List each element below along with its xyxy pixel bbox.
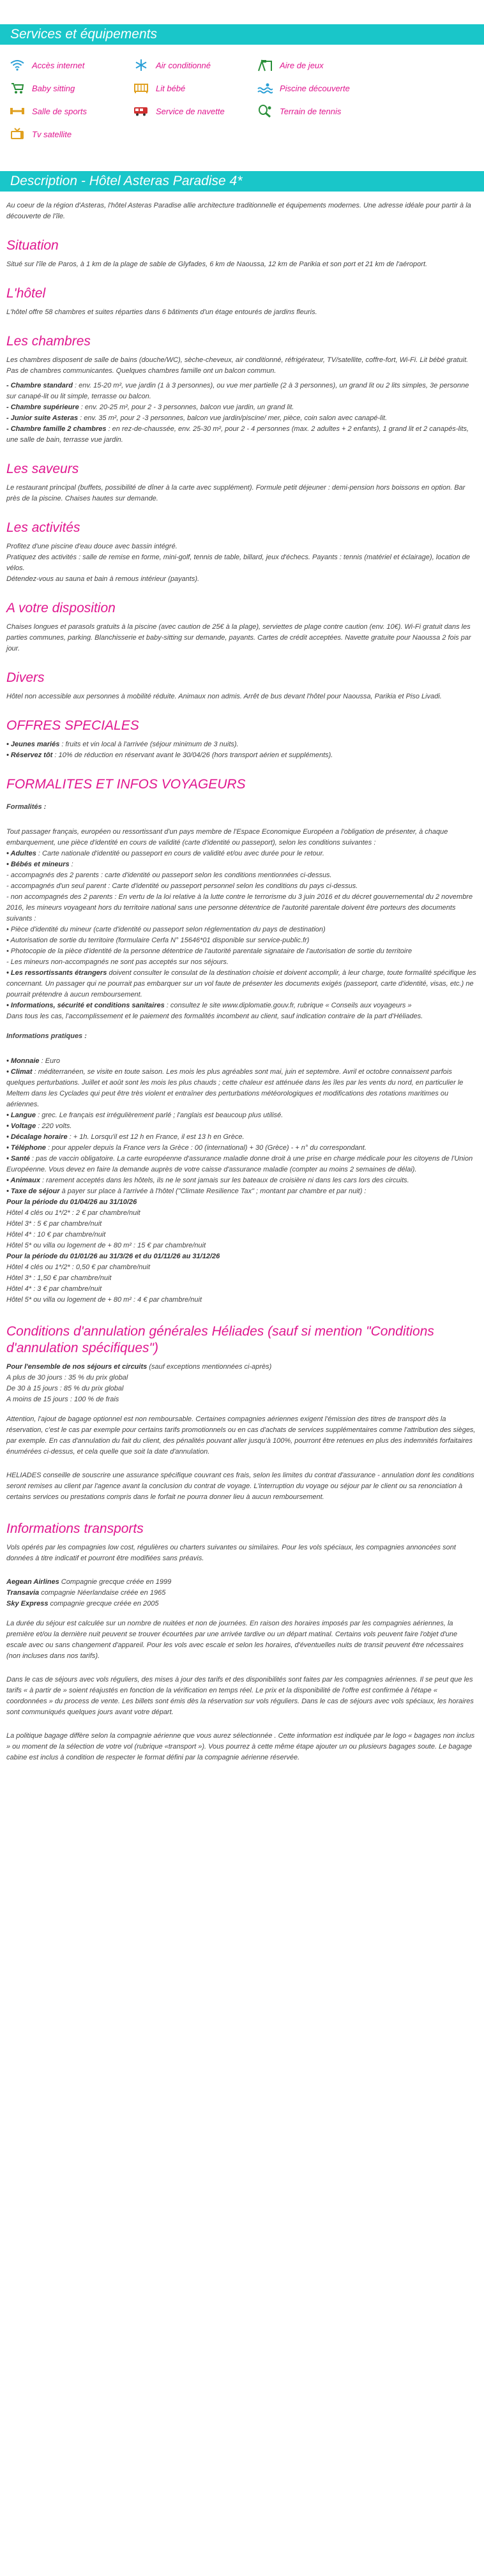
tennis-icon bbox=[257, 104, 273, 118]
airline-line: Sky Express compagnie grecque créée en 2005 bbox=[6, 1600, 159, 1608]
misc-text: Hôtel non accessible aux personnes à mobilité réduite. Animaux non admis. Arrêt de bus devant l'hôtel pour Naoussa, Parikia et Piso Livadi. bbox=[6, 693, 442, 700]
facility-label: Air conditionné bbox=[156, 60, 211, 70]
practical-line: • Téléphone : pour appeler depuis la France vers la Grèce : 00 (international) + 30 (Grèce) - + n° du correspondant. bbox=[6, 1144, 367, 1152]
transport-duration-text: La durée du séjour est calculée sur un nombre de nuitées et non de journées. En raison des horaires imposés par les compagnies aériennes, la première et/ou la dernière nuit peuvent se trouver écourtées par une arrivée tardive ou un départ matinal. Certains vols peuvent faire l'objet d'une escale avec ou sans changement d'appareil. Pour les vols avec escale et selon les horaires, d'éventuelles nuits de transit peuvent être nécessaires (non incluses dans nos tarifs). bbox=[6, 1620, 464, 1660]
facility-internet bbox=[9, 56, 133, 74]
practical-line: • Langue : grec. Le français est irrégulièrement parlé ; l'anglais est beaucoup plus utilisé. bbox=[6, 1111, 284, 1119]
offer-line: • Réservez tôt : 10% de réduction en réservant avant le 30/04/26 (hors transport aérien et suppléments). bbox=[6, 751, 333, 759]
facility-pool bbox=[257, 79, 381, 97]
situation-heading: Situation bbox=[6, 238, 59, 253]
formality-line: • Bébés et mineurs : bbox=[6, 861, 73, 868]
practical-subtitle: Informations pratiques : bbox=[6, 1032, 87, 1040]
facility-babysitting bbox=[9, 79, 133, 97]
airline-list bbox=[6, 1577, 478, 1609]
formality-line: • Photocopie de la pièce d'identité de la personne détentrice de l'autorité parentale signataire de l'autorisation de sortie du territoire bbox=[6, 947, 412, 955]
formalities-list bbox=[6, 848, 478, 1022]
cancellation-insurance-text: HELIADES conseille de souscrire une assurance spécifique couvrant ces frais, selon les limites du contrat d'assurance - annulation dont les conditions seront remises au client par l'agence avant la conclusion du contrat de voyage. L'interruption du voyage ou séjour par le client ou sa renonciation à certains services ou prestations compris dans le forfait ne pourra donner lieu à aucun remboursement. bbox=[6, 1472, 474, 1501]
crib-icon bbox=[133, 81, 149, 95]
formalities-intro: Tout passager français, européen ou ressortissant d'un pays membre de l'Espace Economique Européen a l'obligation de présenter, à chaque embarquement, une pièce d'identité en cours de validité (carte d'identité ou passeport), selon les conditions suivantes : bbox=[6, 828, 448, 847]
snowflake-icon bbox=[133, 58, 149, 72]
practical-line: Pour la période du 01/01/26 au 31/3/26 et du 01/11/26 au 31/12/26 bbox=[6, 1253, 220, 1260]
description-content bbox=[0, 200, 484, 1763]
formality-line: - non accompagnés des 2 parents : En vertu de la loi relative à la lutte contre le terrorisme du 3 juin 2016 et du décret gouvernemental du 2 novembre 2016, les mineurs voyageant hors du territoire national sans une personne détentrice de l'autorité parentale doivent être porteurs des documents suivants : bbox=[6, 893, 473, 923]
formality-line: • Les ressortissants étrangers doivent consulter le consulat de la destination choisie et doivent accomplir, à leur charge, toute formalité spécifique les concernant. Un passager qui ne pourrait pas embarquer sur un vol faute de présenter les documents exigés (passeport, carte d'identité, visas, etc.) ne pourrait prétendre à aucun remboursement. bbox=[6, 969, 476, 998]
facility-playground bbox=[257, 56, 381, 74]
practical-line: • Taxe de séjour à payer sur place à l'arrivée à l'hôtel ("Climate Resilience Tax" ; montant par chambre et par nuit) : bbox=[6, 1187, 367, 1195]
practical-line: • Climat : méditerranéen, se visite en toute saison. Les mois les plus agréables sont mai, juin et septembre. Avril et octobre connaissent parfois quelques perturbations. Juillet et août sont les mois les plus chauds ; cette chaleur est atténuée dans les îles par les vents du nord, en particulier le Meltem dans les Cyclades qui peut être très violent et entraîner des perturbations météorologiques et modifications des rotations maritimes ou aériennes. bbox=[6, 1068, 464, 1108]
facility-tv bbox=[9, 125, 133, 143]
cancellation-line: Pour l'ensemble de nos séjours et circuits (sauf exceptions mentionnées ci-après) bbox=[6, 1363, 272, 1371]
activities-text: Détendez-vous au sauna et bain à remous intérieur (payants). bbox=[6, 575, 200, 583]
description-banner: Description - Hôtel Asteras Paradise 4* bbox=[0, 171, 484, 192]
hotel-heading: L'hôtel bbox=[6, 286, 46, 301]
facility-label: Piscine découverte bbox=[280, 83, 350, 93]
formality-line: Dans tous les cas, l'accomplissement et le paiement des formalités incombent au client, sauf indication contraire de la part d'Héliades. bbox=[6, 1013, 423, 1020]
facility-label: Lit bébé bbox=[156, 83, 186, 93]
practical-line: • Voltage : 220 volts. bbox=[6, 1122, 72, 1130]
intro-text: Au coeur de la région d'Asteras, l'hôtel Asteras Paradise allie architecture traditionnelle et équipements modernes. Une adresse idéale pour partir à la découverte de l'île. bbox=[6, 202, 471, 220]
situation-text: Situé sur l'île de Paros, à 1 km de la plage de sable de Glyfades, 6 km de Naoussa, 12 km de Parikia et son port et 21 km de l'aéroport. bbox=[6, 260, 428, 268]
dumbbell-icon bbox=[9, 104, 26, 118]
facility-aircon bbox=[133, 56, 257, 74]
airline-line: Transavia compagnie Néerlandaise créée en 1965 bbox=[6, 1589, 166, 1597]
formality-line: - accompagnés d'un seul parent : Carte d'identité ou passeport personnel selon les conditions du pays ci-dessus. bbox=[6, 882, 358, 890]
facility-crib bbox=[133, 79, 257, 97]
practical-line: Hôtel 5* ou villa ou logement de + 80 m² : 15 € par chambre/nuit bbox=[6, 1242, 206, 1249]
formalities-subtitle: Formalités : bbox=[6, 803, 47, 811]
disposition-text: Chaises longues et parasols gratuits à la piscine (avec caution de 25€ à la plage), serviettes de plage contre caution (env. 10€). Wi-Fi gratuit dans les parties communes, parking. Blanchisserie et baby-sitting sur demande, payants. Cartes de crédit acceptées. Navette gratuite pour Naoussa 2 fois par jour. bbox=[6, 623, 471, 652]
cancellation-line: A plus de 30 jours : 35 % du prix global bbox=[6, 1374, 128, 1382]
formality-line: - Les mineurs non-accompagnés ne sont pas acceptés sur nos séjours. bbox=[6, 958, 229, 966]
cancellation-heading: Conditions d'annulation générales Héliades (sauf si mention "Conditions d'annulation spécifiques") bbox=[6, 1324, 434, 1355]
facility-label: Service de navette bbox=[156, 106, 225, 116]
transport-baggage-text: La politique bagage diffère selon la compagnie aérienne que vous aurez sélectionnée . Cette information est indiquée par le logo « bagages non inclus » ou moment de la sélection de votre vol (rubrique «transport »). Vous pourrez à cette même étape ajouter un ou plusieurs bagages soute. Le bagage cabine est inclus à condition de respecter le format défini par la compagnie aérienne réservée. bbox=[6, 1732, 475, 1761]
hotel-text: L'hôtel offre 58 chambres et suites réparties dans 6 bâtiments d'un étage entourés de jardins fleuris. bbox=[6, 308, 317, 316]
transport-heading: Informations transports bbox=[6, 1521, 144, 1536]
formality-line: • Autorisation de sortie du territoire (formulaire Cerfa N° 15646*01 disponible sur service-public.fr) bbox=[6, 937, 310, 944]
activities-text: Pratiquez des activités : salle de remise en forme, mini-golf, tennis de table, billard, jeux d'échecs. Payants : tennis (matériel et éclairage), location de vélos. bbox=[6, 554, 471, 572]
facility-label: Terrain de tennis bbox=[280, 106, 342, 116]
practical-line: Hôtel 4* : 3 € par chambre/nuit bbox=[6, 1285, 102, 1293]
formality-line: - accompagnés des 2 parents : carte d'identité ou passeport selon les conditions mentionnées ci-dessus. bbox=[6, 871, 332, 879]
formality-line: • Pièce d'identité du mineur (carte d'identité ou passeport selon réglementation du pays de destination) bbox=[6, 926, 326, 933]
facility-label: Tv satellite bbox=[32, 129, 72, 139]
cancellation-line: De 30 à 15 jours : 85 % du prix global bbox=[6, 1385, 124, 1392]
facilities-grid bbox=[0, 54, 484, 149]
practical-line: Hôtel 3* : 1,50 € par chambre/nuit bbox=[6, 1274, 112, 1282]
practical-line: Pour la période du 01/04/26 au 31/10/26 bbox=[6, 1198, 137, 1206]
airline-line: Aegean Airlines Compagnie grecque créée en 1999 bbox=[6, 1578, 172, 1586]
stroller-icon bbox=[9, 81, 26, 95]
offer-line: • Jeunes mariés : fruits et vin local à l'arrivée (séjour minimum de 3 nuits). bbox=[6, 741, 239, 748]
services-banner: Services et équipements bbox=[0, 24, 484, 45]
activities-heading: Les activités bbox=[6, 520, 80, 535]
practical-line: Hôtel 5* ou villa ou logement de + 80 m² : 4 € par chambre/nuit bbox=[6, 1296, 202, 1304]
practical-line: Hôtel 3* : 5 € par chambre/nuit bbox=[6, 1220, 102, 1228]
facility-label: Baby sitting bbox=[32, 83, 75, 93]
practical-line: Hôtel 4* : 10 € par chambre/nuit bbox=[6, 1231, 106, 1239]
facility-label: Salle de sports bbox=[32, 106, 87, 116]
facility-tennis bbox=[257, 102, 381, 120]
pool-icon bbox=[257, 81, 273, 95]
tv-icon bbox=[9, 127, 26, 141]
practical-line: • Décalage horaire : + 1h. Lorsqu'il est 12 h en France, il est 13 h en Grèce. bbox=[6, 1133, 245, 1141]
playground-icon bbox=[257, 58, 273, 72]
facility-label: Aire de jeux bbox=[280, 60, 324, 70]
formality-line: • Adultes : Carte nationale d'identité ou passeport en cours de validité et/ou avec durée pour le retour. bbox=[6, 850, 324, 857]
practical-line: • Animaux : rarement acceptés dans les hôtels, ils ne le sont jamais sur les bateaux de croisière ni dans les cars lors des circuits. bbox=[6, 1177, 409, 1184]
formalities-heading: FORMALITES ET INFOS VOYAGEURS bbox=[6, 777, 246, 792]
transport-intro: Vols opérés par les compagnies low cost, régulières ou charters suivantes ou similaires. Pour les vols spéciaux, les compagnies annoncées sont données à titre indicatif et pourront être modifiées sans préavis. bbox=[6, 1544, 456, 1562]
practical-line: Hôtel 4 clés ou 1*/2* : 2 € par chambre/nuit bbox=[6, 1209, 140, 1217]
room-line: - Chambre standard : env. 15-20 m², vue jardin (1 à 3 personnes), ou vue mer partielle (2 à 3 personnes), un grand lit ou 2 lits simples, 3e personne sur canapé-lit ou lit simple, terrasse ou balcon. bbox=[6, 382, 469, 400]
room-line: - Chambre supérieure : env. 20-25 m², pour 2 - 3 personnes, balcon vue jardin, un grand lit. bbox=[6, 403, 294, 411]
food-text: Le restaurant principal (buffets, possibilité de dîner à la carte avec supplément). Formule petit déjeuner : demi-pension hors boissons en option. Bar près de la piscine. Chaises hautes sur demande. bbox=[6, 484, 465, 502]
food-heading: Les saveurs bbox=[6, 462, 79, 476]
room-line: - Junior suite Asteras : env. 35 m², pour 2 -3 personnes, balcon vue jardin/piscine/ mer, pièce, coin salon avec canapé-lit. bbox=[6, 414, 388, 422]
practical-list bbox=[6, 1056, 478, 1306]
misc-heading: Divers bbox=[6, 670, 45, 685]
shuttle-icon bbox=[133, 104, 149, 118]
practical-line: • Santé : pas de vaccin obligatoire. La carte européenne d'assurance maladie donne droit à une prise en charge médicale pour les citoyens de l'Union Européenne. Vous devez en faire la demande auprès de votre caisse d'assurance maladie (compter au moins 2 semaines de délai). bbox=[6, 1155, 473, 1173]
room-line: - Chambre famille 2 chambres : en rez-de-chaussée, env. 25-30 m², pour 2 - 4 personnes (max. 2 adultes + 2 enfants), 1 grand lit et 2 canapés-lits, une salle de bain, terrasse vue jardin. bbox=[6, 425, 469, 444]
cancellation-list bbox=[6, 1362, 478, 1405]
cancellation-text: Attention, l'ajout de bagage optionnel est non remboursable. Certaines compagnies aériennes exigent l'émission des titres de transport dès la réservation, c'est le cas par exemple pour certains tarifs promotionnels ou en cas d'achats de services supplémentaires comme l'attribution des sièges, par exemple. En cas d'annulation du fait du client, des pénalités pouvant aller jusqu'à 100%, pourront être retenues en plus des indemnités forfaitaires énumérées ci-dessus, et cela quelle que soit la date d'annulation. bbox=[6, 1415, 476, 1456]
transport-pricing-text: Dans le cas de séjours avec vols réguliers, des mises à jour des tarifs et des disponibilités sont faites par les compagnies aériennes. Il se peut que les tarifs « à partir de » soient réajustés en fonction de la vérification en temps réel. Le prix et la disponibilité de l'offre est confirmée à l'étape « coordonnées » du process de vente. Les billets sont émis dès la réservation sur vols réguliers. Dans le cas de séjours avec vols spéciaux, les horaires sont communiqués quelques jours avant votre départ. bbox=[6, 1676, 474, 1716]
cancellation-line: A moins de 15 jours : 100 % de frais bbox=[6, 1396, 119, 1403]
activities-text: Profitez d'une piscine d'eau douce avec bassin intégré. bbox=[6, 543, 178, 550]
rooms-intro: Les chambres disposent de salle de bains (douche/WC), sèche-cheveux, air conditionné, réfrigérateur, TV/satellite, coffre-fort, Wi-Fi. Lit bébé gratuit. Pas de chambres communicantes. Quelques chambres famille ont un balcon commun. bbox=[6, 356, 469, 375]
wifi-icon bbox=[9, 58, 26, 72]
formality-line: • Informations, sécurité et conditions sanitaires : consultez le site www.diplomatie.gouv.fr, rubrique « Conseils aux voyageurs » bbox=[6, 1002, 412, 1009]
facility-shuttle bbox=[133, 102, 257, 120]
facility-label: Accès internet bbox=[32, 60, 85, 70]
rooms-heading: Les chambres bbox=[6, 334, 91, 349]
facility-gym bbox=[9, 102, 133, 120]
page bbox=[0, 24, 484, 1780]
disposition-heading: A votre disposition bbox=[6, 601, 116, 615]
offers-heading: OFFRES SPECIALES bbox=[6, 718, 139, 733]
practical-line: • Monnaie : Euro bbox=[6, 1057, 60, 1065]
rooms-list bbox=[6, 380, 478, 446]
practical-line: Hôtel 4 clés ou 1*/2* : 0,50 € par chambre/nuit bbox=[6, 1263, 151, 1271]
